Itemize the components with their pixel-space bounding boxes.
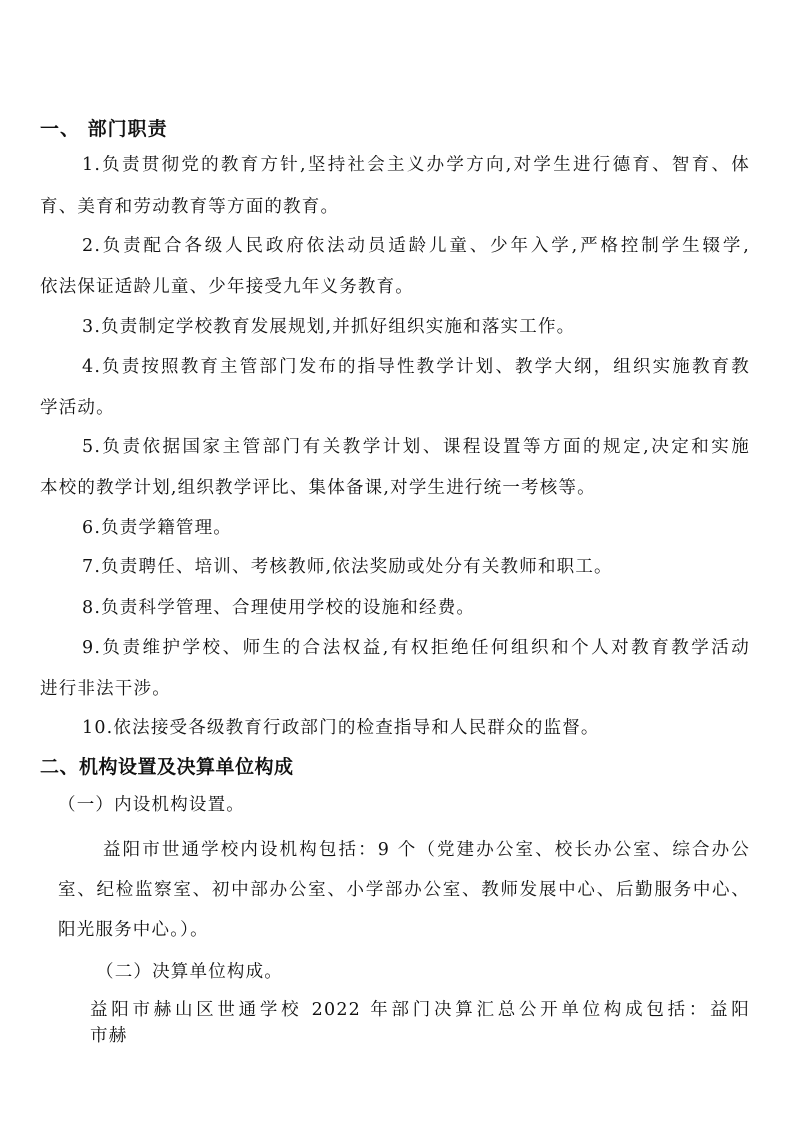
section-heading-duties: 一、 部门职责 [40, 118, 168, 140]
subsection-heading-internal-units: （一）内设机构设置。 [58, 795, 245, 815]
duty-item-4-line-1: 4.负责按照教育主管部门发布的指导性教学计划、教学大纲，组织实施教育教 [82, 357, 750, 377]
internal-units-line-1: 益阳市世通学校内设机构包括：9 个（党建办公室、校长办公室、综合办公 [103, 840, 750, 860]
duty-item-4-line-2: 学活动。 [40, 398, 115, 418]
duty-item-7: 7.负责聘任、培训、考核教师,依法奖励或处分有关教师和职工。 [82, 557, 613, 577]
duty-item-1-line-1: 1.负责贯彻党的教育方针,坚持社会主义办学方向,对学生进行德育、智育、体 [82, 155, 750, 175]
duty-item-6: 6.负责学籍管理。 [82, 518, 232, 538]
internal-units-line-2: 室、纪检监察室、初中部办公室、小学部办公室、教师发展中心、后勤服务中心、 [58, 880, 750, 900]
duty-item-3: 3.负责制定学校教育发展规划,并抓好组织实施和落实工作。 [82, 317, 576, 337]
duty-item-9-line-2: 进行非法干涉。 [40, 679, 171, 699]
section-heading-structure: 二、机构设置及决算单位构成 [40, 756, 294, 778]
duty-item-1-line-2: 育、美育和劳动教育等方面的教育。 [40, 197, 340, 217]
duty-item-2-line-2: 依法保证适龄儿童、少年接受九年义务教育。 [40, 277, 414, 297]
subsection-heading-budget-units: （二）决算单位构成。 [96, 962, 283, 982]
duty-item-2-line-1: 2.负责配合各级人民政府依法动员适龄儿童、少年入学,严格控制学生辍学, [82, 236, 750, 256]
duty-item-10: 10.依法接受各级教育行政部门的检查指导和人民群众的监督。 [82, 718, 600, 738]
budget-units-line-1: 益阳市赫山区世通学校 2022 年部门决算汇总公开单位构成包括：益阳 [90, 1000, 750, 1020]
internal-units-line-3: 阳光服务中心。）。 [58, 920, 209, 940]
budget-units-line-2: 市赫 [90, 1026, 128, 1046]
duty-item-5-line-1: 5.负责依据国家主管部门有关教学计划、课程设置等方面的规定,决定和实施 [82, 437, 750, 457]
duty-item-9-line-1: 9.负责维护学校、师生的合法权益,有权拒绝任何组织和个人对教育教学活动 [82, 638, 750, 658]
duty-item-8: 8.负责科学管理、合理使用学校的设施和经费。 [82, 598, 476, 618]
duty-item-5-line-2: 本校的教学计划,组织教学评比、集体备课,对学生进行统一考核等。 [40, 478, 596, 498]
